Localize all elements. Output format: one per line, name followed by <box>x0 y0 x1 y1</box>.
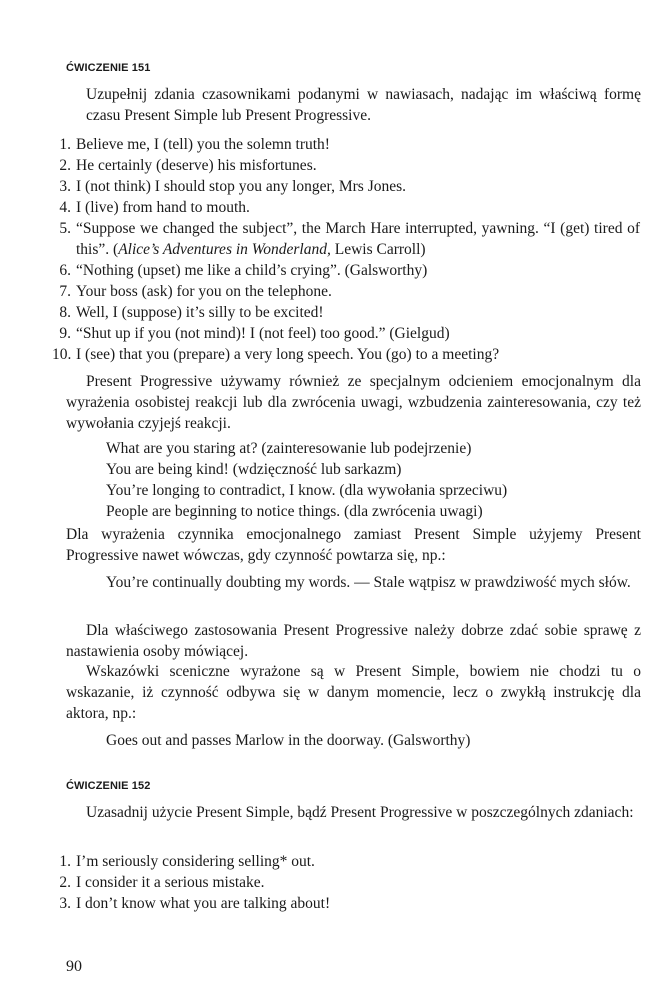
theory-paragraph-2: Dla wyrażenia czynnika emocjonalnego zamiast Present Simple użyjemy Present Progressive nawet wówczas, gdy czynność powtarza się, np.: <box>66 526 641 564</box>
list-item: 3. I don’t know what you are talking about! <box>59 895 331 912</box>
exercise-151-heading: ĆWICZENIE 151 <box>66 62 151 74</box>
list-item: 9. “Shut up if you (not mind)! I (not feel) too good.” (Gielgud) <box>59 325 450 342</box>
list-item: 8. Well, I (suppose) it’s silly to be excited! <box>59 304 324 321</box>
list-item: 6. “Nothing (upset) me like a child’s crying”. (Galsworthy) <box>59 262 428 279</box>
page-number: 90 <box>66 958 82 975</box>
list-item: 3. I (not think) I should stop you any longer, Mrs Jones. <box>59 178 407 195</box>
theory-paragraph-4: Wskazówki sceniczne wyrażone są w Present Simple, bowiem nie chodzi tu o wskazanie, iż czynność odbywa się w danym momencie, lecz o zwykłą instrukcję dla aktora, np.: <box>66 663 641 722</box>
list-item: 2. He certainly (deserve) his misfortunes. <box>59 157 317 174</box>
example-line: You’re longing to contradict, I know. (dla wywołania sprzeciwu) <box>106 482 508 499</box>
exercise-151-list <box>52 134 640 365</box>
example-line: You are being kind! (wdzięczność lub sarkazm) <box>106 461 402 478</box>
example-stage-direction: Goes out and passes Marlow in the doorway. (Galsworthy) <box>106 732 471 749</box>
list-item: 7. Your boss (ask) for you on the telephone. <box>59 283 332 300</box>
exercise-152-instruction: Uzasadnij użycie Present Simple, bądź Present Progressive w poszczególnych zdaniach: <box>86 804 634 821</box>
list-item: 4. I (live) from hand to mouth. <box>59 199 250 216</box>
exercise-152-heading: ĆWICZENIE 152 <box>66 780 151 792</box>
list-item: 2. I consider it a serious mistake. <box>59 874 265 891</box>
list-item: 1. Believe me, I (tell) you the solemn truth! <box>59 136 330 153</box>
list-item: 10. I (see) that you (prepare) a very long speech. You (go) to a meeting? <box>52 346 500 363</box>
exercise-151-instruction: Uzupełnij zdania czasownikami podanymi w nawiasach, nadając im właściwą formę czasu Present Simple lub Present Progressive. <box>86 86 641 124</box>
examples-emotional <box>106 438 641 522</box>
example-repeated-action: You’re continually doubting my words. — Stale wątpisz w prawdziwość mych słów. <box>106 574 631 591</box>
theory-paragraph-3: Dla właściwego zastosowania Present Progressive należy dobrze zdać sobie sprawę z nastawienia osoby mówiącej. <box>66 622 641 660</box>
theory-paragraph-1: Present Progressive używamy również ze specjalnym odcieniem emocjonalnym dla wyrażenia osobistej reakcji lub dla zwrócenia uwagi, wzbudzenia zainteresowania, czy też wywołania czyjejś reakcji. <box>66 373 641 432</box>
example-line: What are you staring at? (zainteresowanie lub podejrzenie) <box>106 440 472 457</box>
list-item: 1. I’m seriously considering selling* out. <box>59 853 315 870</box>
list-item: 5. “Suppose we changed the subject”, the March Hare interrupted, yawning. “I (get) tired of this”. (Alice’s Adventures in Wonderland, Lewis Carroll) <box>59 220 640 258</box>
exercise-152-list <box>52 851 640 914</box>
example-line: People are beginning to notice things. (dla zwrócenia uwagi) <box>106 503 483 520</box>
